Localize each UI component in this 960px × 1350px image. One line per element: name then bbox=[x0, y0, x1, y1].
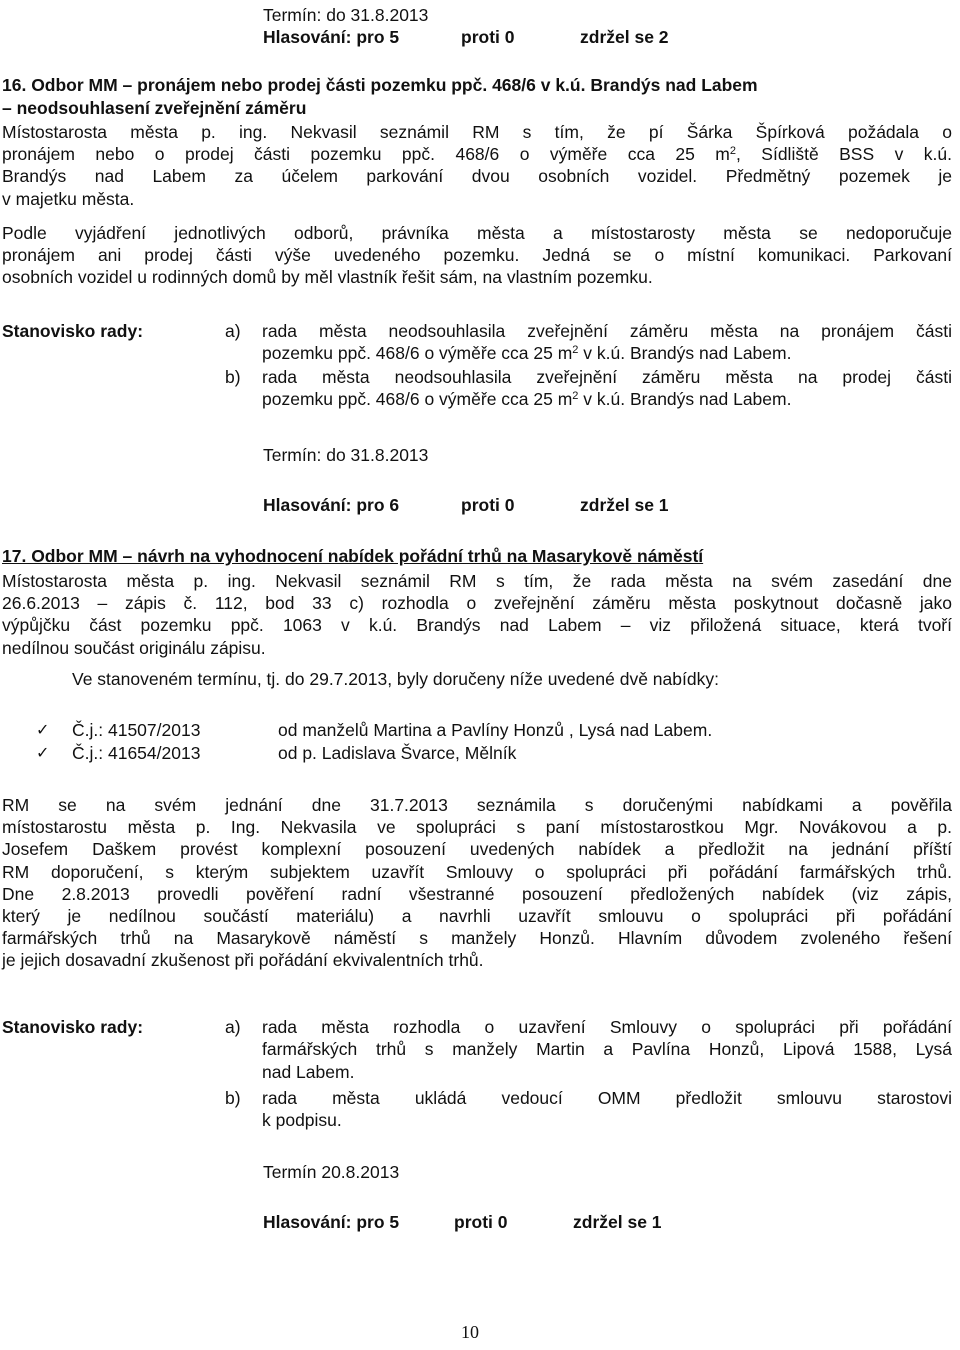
item16-option-a: a) rada města neodsouhlasila zveřejnění záměru města na pronájem části pozemku ppč. 468/6 o výměře cca 25 $m^2$ v k.ú. Brandýs nad Labem. bbox=[225, 321, 952, 364]
vote-proti: proti 0 bbox=[461, 27, 515, 47]
item17-heading: 17. Odbor MM – návrh na vyhodnocení nabídek pořádní trhů na Masarykově náměstí bbox=[2, 546, 704, 566]
vote-pro: Hlasování: pro 5 bbox=[263, 1212, 400, 1232]
item17-option-a: a) rada města rozhodla o uzavření Smlouvy o spolupráci při pořádání farmářských trhů s manžely Martin a Pavlína Honzů, Lipová 1588, Lysá nad Labem. bbox=[225, 1017, 952, 1082]
vote-zdrzel: zdržel se 1 bbox=[573, 1212, 662, 1232]
offer-cj: Č.j.: 41507/2013 bbox=[72, 720, 201, 740]
item17-stanovisko-label: Stanovisko rady: bbox=[2, 1017, 144, 1037]
vote-zdrzel: zdržel se 1 bbox=[580, 495, 669, 515]
item17-paragraph-1: Místostarosta města p. ing. Nekvasil seznámil RM s tím, že rada města na svém zasedání dne 26.6.2013 – zápis č. 112, bod 33 c) rozhodla o zveřejnění záměru města poskytnout dočasně jako výpůjčku část pozemku ppč. 1063 v k.ú. Brandýs nad Labem – viz přiložená situace, která tvoří nedílnou součást originálu zápisu. bbox=[2, 571, 952, 658]
vote-proti: proti 0 bbox=[454, 1212, 508, 1232]
offer-from: od p. Ladislava Švarce, Mělník bbox=[278, 743, 517, 763]
item17-termin: Termín 20.8.2013 bbox=[263, 1162, 400, 1182]
vote-pro: Hlasování: pro 6 bbox=[263, 495, 400, 515]
termin-top: Termín: do 31.8.2013 bbox=[263, 5, 429, 25]
item17-paragraph-2: RM se na svém jednání dne 31.7.2013 seznámila s doručenými nabídkami a pověřila místostarostu města p. Ing. Nekvasila ve spolupráci s paní místostarostkou Mgr. Novákovou a p. Josefem Daškem provést komplexní posouzení uvedených nabídek a předložit na jednání příští RM doporučení, s kterým subjektem uzavřít Smlouvy o spolupráci při pořádání farmářských trhů. Dne 2.8.2013 provedli pověření radní všestranné posouzení předložených nabídek (viz zápis, který je nedílnou součástí materiálu) a navrhli uzavřít smlouvu o spolupráci při pořádání farmářských trhů na Masarykově náměstí s manžely Honzů. Hlavním důvodem zvoleného řešení je jejich dosavadní zkušenost při pořádání ekvivalentních trhů. bbox=[2, 795, 952, 971]
item16-heading-line1: 16. Odbor MM – pronájem nebo prodej části pozemku ppč. 468/6 v k.ú. Brandýs nad Labem bbox=[2, 75, 758, 95]
vote-pro: Hlasování: pro 5 bbox=[263, 27, 400, 47]
offer-cj: Č.j.: 41654/2013 bbox=[72, 743, 201, 763]
item16-option-b: b) rada města neodsouhlasila zveřejnění záměru města na prodej části pozemku ppč. 468/6 o výměře cca 25 $m^2$ v k.ú. Brandýs nad Labem. bbox=[225, 367, 952, 410]
item16-heading-line2: – neodsouhlasení zveřejnění záměru bbox=[2, 98, 307, 118]
item16-paragraph-2: Podle vyjádření jednotlivých odborů, právníka města a místostarosty města se nedoporučuje pronájem ani prodej části výše uvedeného pozemku. Jedná se o místní komunikaci. Parkovaní osobních vozidel u rodinných domů by měl vlastník řešit sám, na vlastním pozemku. bbox=[2, 223, 952, 288]
item16-paragraph-1: Místostarosta města p. ing. Nekvasil seznámil RM s tím, že pí Šárka Špírková požádala o pronájem nebo o prodej části pozemku ppč. 468/6 o výměře cca 25 $m^2$, Sídliště BSS v k.ú. Brandýs nad Labem za účelem parkování dvou osobních vozidel. Předmětný pozemek je v majetku města. bbox=[2, 122, 952, 209]
vote-proti: proti 0 bbox=[461, 495, 515, 515]
item16-stanovisko-label: Stanovisko rady: bbox=[2, 321, 144, 341]
checkmark-icon: ✓ bbox=[36, 720, 50, 739]
page-number: 10 bbox=[461, 1322, 479, 1342]
item17-option-b: b) rada města ukládá vedoucí OMM předložit smlouvu starostovi k podpisu. bbox=[225, 1088, 952, 1131]
item16-termin: Termín: do 31.8.2013 bbox=[263, 445, 429, 465]
checkmark-icon: ✓ bbox=[36, 743, 50, 762]
vote-zdrzel: zdržel se 2 bbox=[580, 27, 669, 47]
item17-offers-intro: Ve stanoveném termínu, tj. do 29.7.2013, byly doručeny níže uvedené dvě nabídky: bbox=[72, 669, 719, 689]
offer-from: od manželů Martina a Pavlíny Honzů , Lysá nad Labem. bbox=[278, 720, 713, 740]
